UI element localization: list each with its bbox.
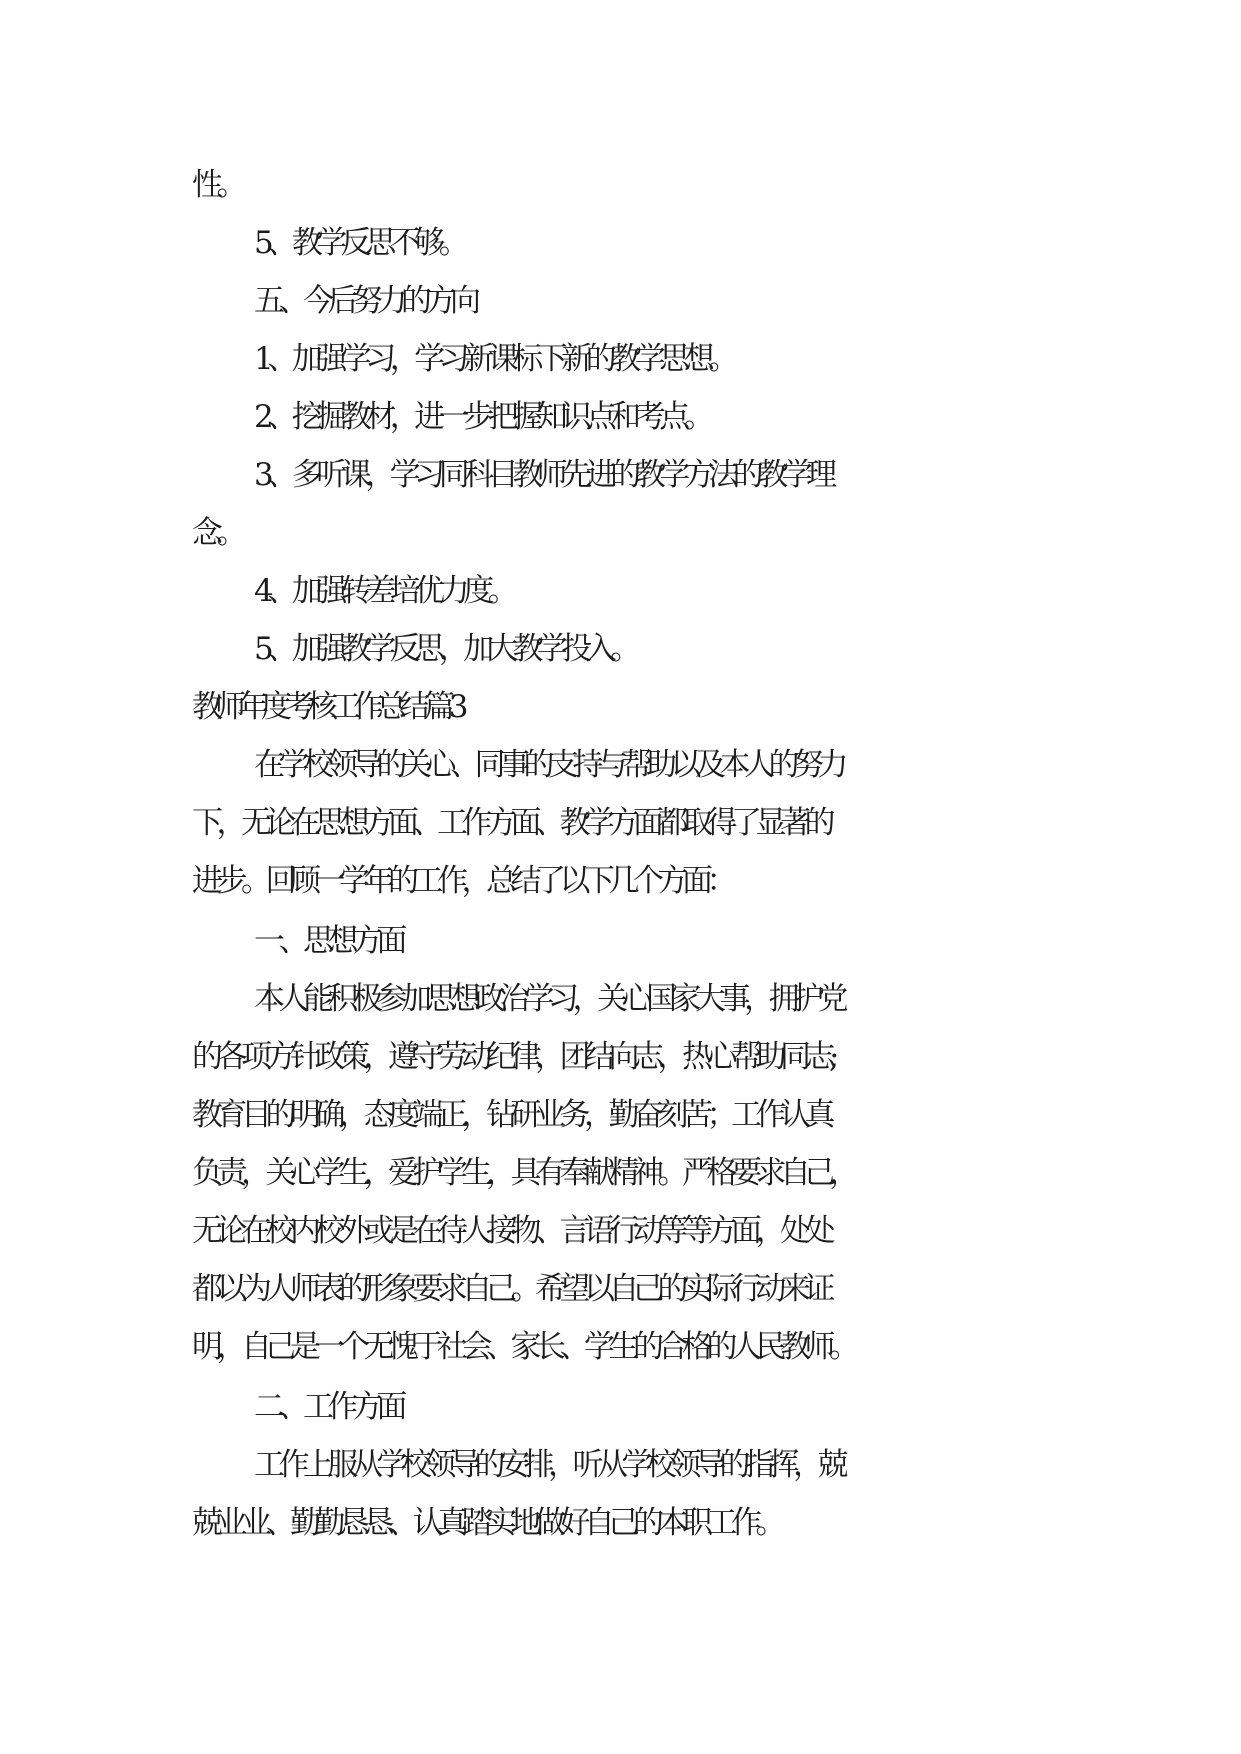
paragraph-line: 兢业业、勤勤恳恳、认真踏实地做好自己的本职工作。 bbox=[192, 1505, 780, 1541]
paragraph-line: 负责，关心学生，爱护学生，具有奉献精神。严格要求自己， bbox=[192, 1155, 854, 1191]
section-heading: 五、今后努力的方向 bbox=[254, 283, 475, 319]
paragraph-line: 教育目的明确，态度端正，钻研业务，勤奋刻苦；工作认真 bbox=[192, 1097, 829, 1133]
paragraph-line: 无论在校内校外或是在待人接物、言语行动等等方面，处处 bbox=[192, 1213, 829, 1249]
paragraph-line: 工作上服从学校领导的安排，听从学校领导的指挥，兢 bbox=[254, 1447, 842, 1483]
list-item: 2、挖掘教材，进一步把握知识点和考点。 bbox=[254, 399, 709, 435]
paragraph-line: 都以为人师表的形象要求自己。希望以自己的实际行动来证 bbox=[192, 1271, 829, 1307]
paragraph-line: 明，自己是一个无愧于社会、家长、学生的合格的人民教师。 bbox=[192, 1329, 854, 1365]
list-item: 3、多听课，学习同科目教师先进的教学方法的教学理 bbox=[254, 457, 831, 493]
article-title: 教师年度考核工作总结 篇 3 bbox=[192, 689, 461, 725]
list-item: 4、加强转差培优力度。 bbox=[254, 573, 513, 609]
list-item: 5、加强教学反思，加大教学投入。 bbox=[254, 631, 635, 667]
paragraph-line: 在学校领导的关心、同事的支持与帮助以及本人的努力 bbox=[254, 747, 842, 783]
list-item: 5、教学反思不够。 bbox=[254, 225, 464, 261]
paragraph-line: 下，无论在思想方面、工作方面、教学方面都取得了显著的 bbox=[192, 805, 829, 841]
list-item: 1、加强学习，学习新课标下新的教学思想。 bbox=[254, 341, 733, 377]
section-heading: 一、思想方面 bbox=[254, 923, 401, 959]
paragraph-line: 本人能积极参加思想政治学习，关心国家大事，拥护党 bbox=[254, 981, 842, 1017]
text-line: 性。 bbox=[192, 167, 241, 203]
paragraph-line: 进步。回顾一学年的工作，总结了以下几个方面： bbox=[192, 863, 731, 899]
text-line: 念。 bbox=[192, 515, 241, 551]
paragraph-line: 的各项方针政策，遵守劳动纪律，团结向志，热心帮助同志; bbox=[192, 1039, 833, 1075]
section-heading: 二、工作方面 bbox=[254, 1389, 401, 1425]
